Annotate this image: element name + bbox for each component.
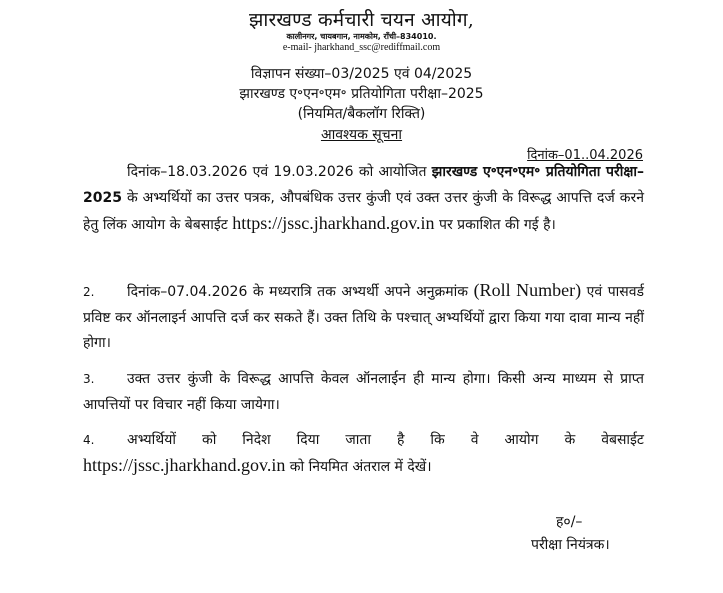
notice-date: दिनांक–01..04.2026 bbox=[527, 148, 643, 163]
signatory-designation: परीक्षा नियंत्रक। bbox=[531, 537, 610, 553]
paragraph-4-line-2: https://jssc.jharkhand.gov.in को नियमित अंतराल में देखें। bbox=[83, 455, 432, 475]
paragraph-2: 2. दिनांक–07.04.2026 के मध्यरात्रि तक अभ्यर्थी अपने अनुक्रमांक (Roll Number) एवं पासवर्ड प्रविष्ट कर ऑनलाइर्न आपत्ति दर्ज कर सकते हैं। उक्त तिथि के पश्चात् अभ्यर्थियों द्वारा किया गया दावा मान्य नहीं होगा। bbox=[83, 280, 645, 351]
paragraph-4-line-1: 4. अभ्यर्थियों को निदेश दिया जाता है कि वे आयोग के वेबसाईट bbox=[83, 428, 644, 454]
exam-name: झारखण्ड ए॰एन॰एम॰ प्रतियोगिता परीक्षा–2025 bbox=[239, 86, 484, 102]
vacancy-type: (नियमित/बैकलॉग रिक्ति) bbox=[297, 106, 426, 122]
item-number: 2. bbox=[83, 285, 95, 299]
advertisement-number: विज्ञापन संख्या–03/2025 एवं 04/2025 bbox=[250, 66, 473, 82]
exam-name-bold: झारखण्ड ए॰एन॰एम॰ प्रतियोगिता परीक्षा–2025 bbox=[83, 164, 644, 206]
signature-mark: ह०/– bbox=[556, 514, 583, 530]
org-address: कालीनगर, चायबगान, नामकोम, राँची–834010. bbox=[286, 32, 437, 41]
notice-title: आवश्यक सूचना bbox=[320, 127, 403, 143]
website-link[interactable]: https://jssc.jharkhand.gov.in bbox=[83, 455, 286, 475]
org-email: e-mail- jharkhand_ssc@rediffmail.com bbox=[282, 42, 441, 53]
org-name: झारखण्ड कर्मचारी चयन आयोग, bbox=[248, 9, 475, 31]
paragraph-1: दिनांक–18.03.2026 एवं 19.03.2026 को आयोजित झारखण्ड ए॰एन॰एम॰ प्रतियोगिता परीक्षा–2025 के अभ्यर्थियों का उत्तर पत्रक, औपबंधिक उत्तर कुंजी एवं उक्त उत्तर कुंजी के विरूद्ध आपत्ति दर्ज करने हेतु लिंक आयोग के बेबसाईट https://jssc.jharkhand.gov.in पर प्रकाशित की गई है। bbox=[83, 164, 644, 233]
item-number: 4. bbox=[83, 433, 95, 447]
website-link[interactable]: https://jssc.jharkhand.gov.in bbox=[232, 213, 435, 233]
item-number: 3. bbox=[83, 372, 95, 386]
paragraph-3: 3. उक्त उत्तर कुंजी के विरूद्ध आपत्ति केवल ऑनलाईन ही मान्य होगा। किसी अन्य माध्यम से प्राप्त आपत्तियों पर विचार नहीं किया जायेगा। bbox=[83, 367, 644, 418]
roll-number-label: (Roll Number) bbox=[473, 280, 582, 300]
